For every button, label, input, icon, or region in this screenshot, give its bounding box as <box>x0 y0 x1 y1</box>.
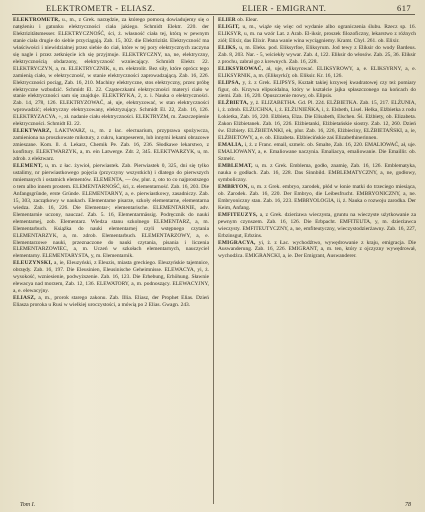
dictionary-entry <box>13 295 209 309</box>
entry-headword: ELEKTROMETR, <box>13 17 60 23</box>
dictionary-entry <box>13 163 209 260</box>
dictionary-entry <box>218 184 416 212</box>
entry-headword: EMFITEUZYS, <box>218 211 258 218</box>
dictionary-entry <box>218 100 416 142</box>
entry-definition: ał, uje, eliksyrować. ELIKSYROWY, a, e. ELIKSYRNY, a, e. ELIKSYRNIK, a, m. (Eliksyrki); ob. Eliksir. Kr. 16, 126. <box>218 65 416 79</box>
entry-definition: y, ż. ELIZABETHA. Gd. Pl. 224. ELŻBIETKA. Zab. 15, 217. ELŻUNIA, i, ż. zdrob. ELŻUCHNA, i, ż. ELŻUNIEŃKA, i, ż. Elsbeth, Lisel. Helka, Elżbietka z rodu Łokietka, Zab. 16, 220. Elżbieta, Elza. Die Elisabeth, Elschen. Śś. Elżbiety, ob. Elizabeta. Zakon Elżbietanek. Zab. 16, 226. Elżbietanki, Elżbietańskie siostry. Zab. 12, 260. Dzień św. Elżbiety. ELŻBIETANKI, ek, plur. Zab. 16, 226, Elżbieciny, ELŻBIETAŃSKI, a, ie, ELŻBIETOWY, a, e. ob. Elizabeta. Elżbiecińskie zaś Elizabethinerinnen. <box>218 100 416 142</box>
dictionary-entry <box>13 128 209 163</box>
entry-definition: u, m. z łac. żywioł, pierwiastek. Zab. Pierwiastek 0, 325, dni się tylko ustalimy, nr pierwiastkowego pojęcia (przyczyny wszystkich) i dlatego do pierwszych mniemanych i ostatnich elementów. ELEMENTA, — ów, plur. z, oto to co najprostszego o tem albo innem prostem. ELEMENTARNOŚĆ, ści, z. elementarność. Zab. 16, 203. Die Anfangsgründe, erste Gründe. ELEMENTARNY, a, e. pierwiastkowy, zasadniczy. Zab. 15, 303, zaczątkowy w naukach. Elementarne pisarze, szkoły elementarne, elementarna wiedza. Zab. 16, 226. Die Elementar-; elementarische. ELEMENTARNIE, adv. Elementarnie uczony, nauczać. Zab. 5. 16, Elementarmässig. Podręcznik do nauki elementarnej, zob. Elementarz. Wiedza stanu szkolnego ELEMENTARZ, a, m. Elementarbuch. Książka do nauki elementarnej czyli wstępnego czytania ELEMENTARZYK, a, m. zdrob. Elementarbuch. ELEMENTARZOWY, a, e. Elementarzowe nauki, przeznaczone do nauki czytania, pisania i liczenia ELEMENTARZOWIEC, a, m. Uczeń w szkołach elementarnych, nauczyciel elementarny. ELEMENTARYSTA, y, m. Elementarnik. <box>13 163 209 260</box>
page-number: 617 <box>397 3 411 13</box>
dictionary-entry <box>218 163 416 184</box>
volume-signature: Tom I. <box>20 502 36 508</box>
left-column <box>13 17 209 506</box>
entry-definition: ob. Elear. <box>237 17 258 23</box>
sheet-signature: 78 <box>405 502 411 508</box>
right-column <box>218 17 416 506</box>
entry-definition: u, m. z Grek. embryo, zarodek, płód w łonie matki do trzeciego miesiąca, ob. Zarodek. Zab. 16, 220. Der Embryo, die Leibesfrucht. EMBRYONICZNY, a, ne. Embryoniczny stan. Zab. 16, 223. EMBRYOLOGIA, ii, ż. Nauka o rozwoju zarodka. Der Keim, Anfang. <box>218 183 416 211</box>
entry-definition: a, ie, Eleuzyński, z Eleuzis, miasta greckiego. Eleuzyńskie tajemnice, obrzędy. Zab. 16, 197. Die Eleusinien, Eleusinische Geheimnisse. ELEWACYA, yi, ż. wysokość, wzniesienie, podwyższenie. Zab. 16, 123. Die Erhebung, Erhöhung. Sławnie elewacya nad morzem, Zab. 12, 136. ELEWATORY, a, m. podnoszący. ELEWACYJNY, a, e. elewacyjny. <box>13 260 209 295</box>
entry-definition: u, m., wiąże się więc od wydanie albo ograniczenia ślubu. Rzecz sp. 16. ELIKSYR, u, m. na wzór Lat. z Arab. El-iksir, proszek filozoficzny, lekarstwo z różnych ziół; Elixir, das Elixir. Pana wanie wina wyciągniemy. Kramt. Chyl. 261. ob. Elixir. <box>218 23 416 44</box>
header-rule <box>12 14 415 15</box>
entry-headword: ELIASZ, <box>13 295 36 302</box>
dictionary-entry <box>218 80 416 101</box>
dictionary-entry <box>218 66 416 80</box>
entry-definition: i, ż. z Franc. email, szmelc. ob. Smalte, Zab. 16, 220. EMALIOWAĆ, ał, uje. EMALIOWANY, a, e. Emaliowane naczynia. Emaliacya, emaliowanie. Die Emaillir. ob. Szmelc. <box>218 142 416 163</box>
entry-headword: ELEUZYNSKI, <box>13 260 53 267</box>
header-right-title: ELIER - EMIGRANT. <box>242 3 327 13</box>
entry-headword: EMBLEMAT, <box>218 163 253 170</box>
entry-headword: ELIPSA, <box>218 79 241 86</box>
entry-definition: LAKTWARZ, u., m. z łac. electuarium, przyprawa spożywcza, zamieniona na proszkowate mikstury, z cukru, kampeserem, lub innymi lekami obrazowe zmieszane. Kom. ll. 4. Lekarz, Chemik Pe. Zab. 16, 236. Słodkawe lekarstwo, z konfitury. ELEKTWARZYK, a, m. ein Latwerge. Zdr. 2, 345. ELEKTWARZYK, u, m. zdrob. z elektwarz. <box>13 128 209 163</box>
dictionary-entry <box>13 17 209 128</box>
dictionary-entry <box>218 240 416 261</box>
entry-definition: a, z Grek. dzierżawa wieczysta, gruntu na wieczyste użytkowanie za pewnym czynszem. Zab. 16, 126. Die Erbpacht. EMFITEUTA, y, m. dzierżawca wieczysty. EMFITEUTYCZNY, a, ne, emfiteutyczny, wieczystodzierżawny. Zab. 16, 227, Erbzinsgut, Erbzins. <box>218 211 416 239</box>
entry-headword: EMBRYON, <box>218 183 250 190</box>
entry-headword: EMALIA, <box>218 142 244 149</box>
dictionary-entry <box>218 142 416 163</box>
entry-definition: a, m., prorok starego zakonu. Zab. Illia. Eliasz, der Prophet Elias. Dzień Eliasza proroka u Rusi w wielkiej uroczystości, a mówią po 2 Elias. Gwagn. 243. <box>13 295 209 309</box>
entry-headword: ELIKS, <box>218 44 238 51</box>
entry-headword: ELIER <box>218 17 236 23</box>
dictionary-entry <box>218 24 416 45</box>
entry-headword: ELEMENT, <box>13 163 43 170</box>
entry-headword: ELŻBIETA, <box>218 100 249 107</box>
dictionary-entry <box>218 17 416 24</box>
entry-headword: ELIKSYROWAĆ, <box>218 65 264 72</box>
header-left-title: ELEKTROMETR - ELIASZ. <box>46 3 156 13</box>
entry-definition: u., m., z Grek. narzędzie, za którego pomocą dowiadujemy się o natężeniu i gatunku elektryczności ciała jakiego. Schmidt Elektr. 220. der Elektrizitätsmesser. ELEKTRYCZNOŚĆ, ści, ż. własność ciała tej, którą w pewnym stanie ciała drugie do siebie przyciągają. Zab. 15, 302. die Elektrizität. Elektryczność ma właściwości i niewidzialnej przez siebie do ciał, które w tej pory elektrycznych zaczyna się nagle i przez zetknięcie ich się przyjmuje. ELEKTRYCZNY, na, ne, elektryczny, elektrycznością obdarzony, elektryczność wzniecający. Schmidt Elektr. 22. ELEKTRYCZYN, a, m. ELEKTRYCZNIK, u, m. elektrolit. Bez siły, które oprócz tego zamienią ciało, w elektryczność, w stanie elektryczności zaprowadzającą. Zab. 16, 226. Elektryczności pociąg, Zab. 16, 210. Machiny elektryczne, stos elektryczny, przez próbę elektryczne wzbudzić. Schmidt El. 22. Cząsteczkami elektryczności materyi ciało w stanie elektryczności sam się znajduje. ELEKTRYKA, 2, z. i. Nauka o elektryczności. Zab. 14, 278, 126. ELEKTRYZOWAĆ, ał, uje, elektryzować, w stan elektryczności wprowadzić; elektryczny elektryzowany, elektryzujący. Schmidt El. 22, Zab. 16, 126. ELEKTRYZACYA, ÷, zł. nadanie ciału elektryczności. ELEKTRYZM, m. Zaszczepienie elektryczności. Schmidt El. 22. <box>13 17 209 128</box>
dictionary-entry <box>13 260 209 295</box>
column-divider <box>213 16 214 504</box>
entry-definition: u, m. z Grek. Emblema, godło, znamię, Zab. 16, 126. Emblematyka, nauka o godłach. Zab. 16, 228. Das Sinnbild. EMBLEMATYCZNY, a, ne, godłowy, symboliczny. <box>218 163 416 183</box>
entry-headword: EMIGRACYA, <box>218 239 256 246</box>
entry-definition: yi, ż. z Łac. wychodźtwo, wywędrowanie z kraju, emigracja. Die Auswanderung. Zab. 16, 226. EMIGRANT, a, m. ten, który z ojczyzny wywędrował, wychodźca. EMIGRANCKI, a, ie. Der Emigrant, Auswanderer. <box>218 239 416 260</box>
entry-definition: y, ż. z Grek. ELIPSYS, Kształt takiej krzywej kwadratowej czy też pomiary figur, ob. Krzywa elipsoidalna, który w kształcie jajka spłaszczonego na końcach do ziemi. Zab. 16, 220. Opuszczenie mowy, ob. Elipsis. <box>218 79 416 100</box>
dictionary-entry <box>218 45 416 66</box>
dictionary-entry <box>218 212 416 240</box>
entry-headword: ELIGIT, <box>218 23 240 30</box>
entry-headword: ELEKTWARZ, <box>13 128 52 135</box>
entry-definition: u, m. Eleks. pod. Eliksyrfoe, Eliksyrum. Jod tewy z Eliksir do wody Bardeus. Zab. 8, 203. Nar. - 5, wściekły wywar. Zab. 4, 122. Eliksir do włosów. Zab. 25, 36. Eliksir z prochu, zabrał go z krewnych. Zab. 16, 228. <box>218 44 416 65</box>
